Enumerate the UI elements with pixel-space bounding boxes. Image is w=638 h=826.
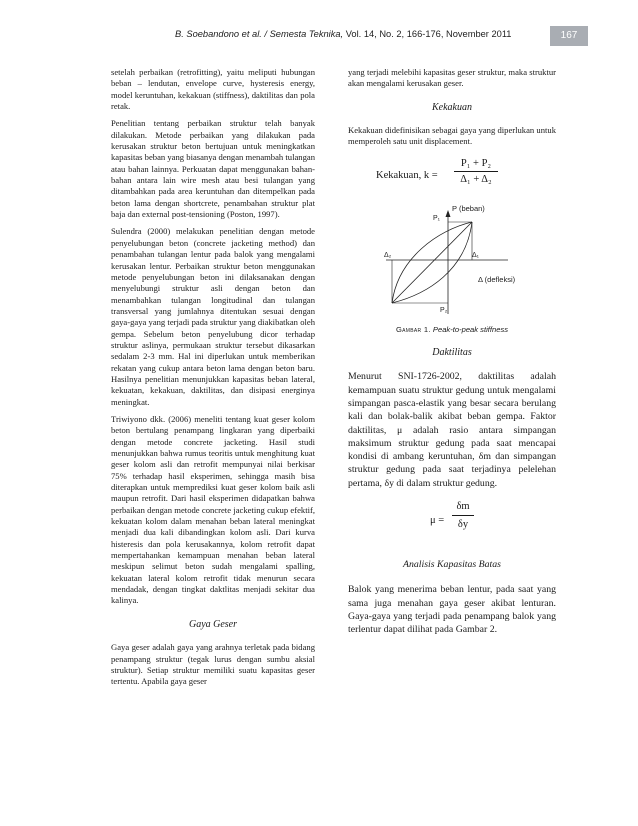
equation-numerator: P₁ + P₂ <box>460 157 492 169</box>
equation-lhs: μ = <box>430 515 445 527</box>
paragraph: Sulendra (2000) melakukan penelitian dengan metode penyelubungan beton (concrete jacketing method) dan penambahan tulangan lentur pada balok yang mengalami kerusakan lentur. Perbaikan struktur beton menggunakan metode penyelubungan beton ini dilaksanakan dengan menyelubungi struktur asli dengan beton dan menambahkan tulangan longitudinal dan tulangan transversal yang jumlahnya ditentukan sesuai dengan gaya-gaya yang terjadi pada struktur yang diakibatkan oleh gempa. Sebelum beton penyelubung dicor terhadap struktur aslinya, permukaan struktur tersebut dikasarkan sedalam 2-3 mm. Hal ini diperlukan untuk memberikan rekatan yang cukup antara beton lama dengan beton baru. Hasilnya penelitian menunjukkan kapasitas beban lateral, kekuatan, kekakuan, daktilitas, dan disipasi energinya meningkat. <box>111 226 315 407</box>
right-column <box>348 67 556 643</box>
equation-denominator: δy <box>457 519 469 531</box>
d2-label: Δ₂ <box>384 251 392 259</box>
stiffness-line <box>392 222 472 303</box>
equation-kekakuan <box>348 154 556 198</box>
figure-peak-to-peak <box>348 198 556 318</box>
equation-lhs: Kekakuan, k = <box>376 169 438 181</box>
fraction-bar <box>452 515 474 516</box>
paragraph: yang terjadi melebihi kapasitas geser struktur, maka struktur akan mengalami kerusakan geser. <box>348 67 556 89</box>
x-axis-label: Δ (defleksi) <box>478 274 516 284</box>
running-head: B. Soebandono et al. / Semesta Teknika, Vol. 14, No. 2, 166-176, November 2011 <box>175 29 512 39</box>
equation-mu <box>348 496 556 546</box>
figure-caption <box>348 324 556 335</box>
equation-denominator: Δ₁ + Δ₂ <box>460 174 492 186</box>
paragraph: Triwiyono dkk. (2006) meneliti tentang kuat geser kolom beton bertulang penampang lingkaran yang diperbaiki dengan metode concrete jacketing. Hasil studi menunjukkan bahwa rumus teoritis untuk menghitung kuat geser kolom asli dan retrofit mempunyai nilai berkisar 75% terhadap hasil eksperimen, sehingga masih bisa diterapkan untuk memprediksi kuat geser kolom baik asli maupun retrofit. Dari hasil eksperimen didapatkan bahwa perbaikan dengan metode concrete jacketing cukup efektif, kekuatan kolom dalam menahan beban lateral meningkat menjadi dua kali dibandingkan kolom asli. Dari kurva histeresis dan pola kerusakannya, kolom retrofit dapat mempertahankan kemampuan menahan beban lateral meskipun selimut beton sudah mengalami spalling, kekuatan lateral kolom retrofit tidak menurun secara mendadak, dengan tingkat daktlitas menjadi sekitar dua kalinya. <box>111 413 315 606</box>
paragraph: Penelitian tentang perbaikan struktur telah banyak dilakukan. Metode perbaikan yang dilakukan pada kerusakan struktur beton bertujuan untuk meningkatkan kapasitas beban yang biasanya dengan menambah tulangan atau bahan lainnya. Perkuatan dapat menggunakan bahan-bahan antara lain wire mesh atau besi tulangan yang ditambahkan pada area keruntuhan dan ditempelkan pada beton lama dengan shortcrete, penambahan struktur plat baja dan external post-tensioning (Poston, 1997). <box>111 118 315 220</box>
left-column <box>111 67 315 694</box>
paragraph: Menurut SNI-1726-2002, daktilitas adalah kemampuan suatu struktur gedung untuk mengalami simpangan pasca-elastik yang besar secara berulang kali dan bolak-balik akibat beban gempa. Faktor daktilitas, μ adalah rasio antara simpangan maksimum struktur gedung pada saat mencapai kondisi di ambang keruntuhan, δm dan simpangan struktur gedung pada saat terjadinya pelelehan pertama, δy di dalam struktur gedung. <box>348 371 556 489</box>
caption-text: Peak-to-peak stiffness <box>432 324 509 334</box>
paragraph: Kekakuan didefinisikan sebagai gaya yang diperlukan untuk memperoleh satu unit displacement. <box>348 125 556 147</box>
fraction-bar <box>454 171 498 172</box>
equation-fraction <box>454 158 498 186</box>
section-heading-kekakuan: Kekakuan <box>432 101 472 113</box>
paragraph: setelah perbaikan (retrofitting), yaitu meliputi hubungan beban – lendutan, envelope curve, hysteresis energy, model keruntuhan, kekakuan (stiffness), daktilitas dan pola retak. <box>111 67 315 112</box>
equation-fraction <box>452 500 474 532</box>
y-axis-arrow <box>446 210 451 217</box>
paragraph: Gaya geser adalah gaya yang arahnya terletak pada bidang penampang struktur (tegak lurus dengan sumbu aksial struktur). Setiap struktur memiliki suatu kapasitas geser tertentu. Apabila gaya geser <box>111 642 315 687</box>
section-heading-kapasitas: Analisis Kapasitas Batas <box>403 559 501 571</box>
page-number: 167 <box>550 26 588 46</box>
stiffness-diagram <box>348 198 556 318</box>
section-heading-gaya-geser: Gaya Geser <box>188 618 238 630</box>
section-heading-daktilitas: Daktilitas <box>432 347 472 359</box>
page-header <box>0 26 638 46</box>
caption-label: Gambar 1. <box>395 324 431 334</box>
paragraph: Balok yang menerima beban lentur, pada saat yang sama juga menahan gaya geser akibat lenturan. Gaya-gaya yang terjadi pada penampang balok yang terlentur dapat dilihat pada Gambar 2. <box>348 584 556 636</box>
equation-numerator: δm <box>456 501 470 513</box>
p2-label: P₂ <box>440 306 448 314</box>
y-axis-label: P (beban) <box>452 203 485 213</box>
d1-label: Δ₁ <box>472 251 480 259</box>
p1-label: P₁ <box>433 214 441 222</box>
